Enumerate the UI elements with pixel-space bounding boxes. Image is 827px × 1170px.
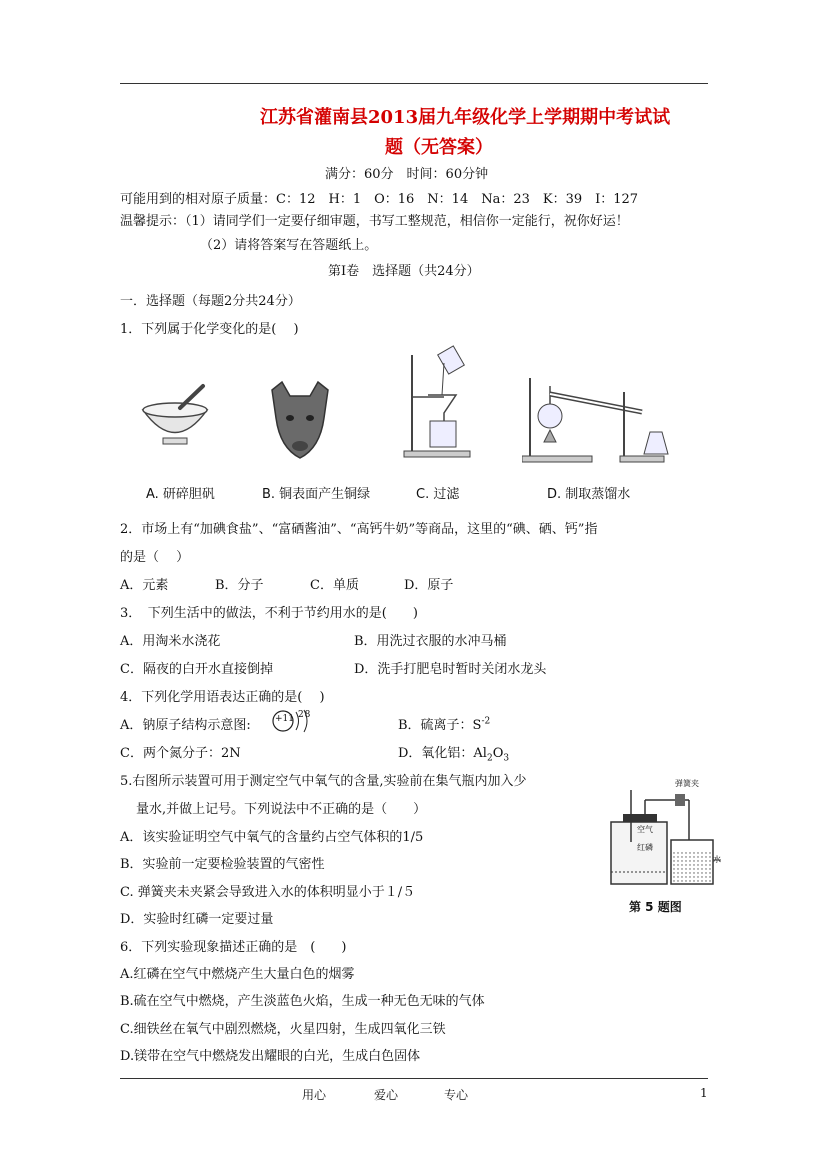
top-rule — [120, 83, 708, 84]
q6-option-c: C.细铁丝在氧气中剧烈燃烧，火星四射，生成四氧化三铁 — [120, 1022, 446, 1037]
q5-option-c: C. 弹簧夹未夹紧会导致进入水的体积明显小于１/５ — [120, 885, 416, 900]
q1-option-a: A. 研碎胆矾 — [146, 487, 215, 502]
q2-stem-line1: 2．市场上有“加碘食盐”、“富硒酱油”、“高钙牛奶”等商品，这里的“碘、硒、钙”指 — [120, 522, 598, 537]
q5-option-a: A．该实验证明空气中氧气的含量约占空气体积的1/5 — [120, 830, 424, 845]
q3-option-d: D．洗手打肥皂时暂时关闭水龙头 — [354, 662, 547, 677]
bottom-rule — [120, 1078, 708, 1079]
q2-option-a: A．元素 — [120, 578, 169, 593]
q3-option-a: A．用淘米水浇花 — [120, 634, 221, 649]
q6-option-d: D.镁带在空气中燃烧发出耀眼的白光，生成白色固体 — [120, 1049, 421, 1064]
q4-option-b-text: B．硫离子：S — [398, 718, 482, 733]
exam-meta: 满分：60分 时间：60分钟 — [325, 167, 489, 182]
q3-stem: 3． 下列生活中的做法，不利于节约用水的是( ) — [120, 606, 418, 621]
copper-head-figure — [262, 378, 338, 462]
q2-stem-line2: 的是（ ） — [120, 550, 190, 565]
part-heading: 一．选择题（每题2分共24分） — [120, 294, 301, 309]
oxygen-symbol: O — [492, 746, 504, 761]
q6-option-b: B.硫在空气中燃烧，产生淡蓝色火焰，生成一种无色无味的气体 — [120, 994, 485, 1009]
mortar-figure — [135, 380, 215, 460]
filtration-figure — [398, 345, 478, 460]
sodium-atom-diagram — [270, 708, 320, 734]
q2-option-c: C．单质 — [310, 578, 359, 593]
footer-text-a: 用心 — [302, 1088, 327, 1102]
q2-option-d: D．原子 — [404, 578, 454, 593]
q6-stem: 6．下列实验现象描述正确的是 ( ) — [120, 940, 347, 955]
water-label: 水 — [713, 855, 721, 864]
q1-option-b: B. 铜表面产生铜绿 — [262, 487, 371, 502]
q3-option-c: C．隔夜的白开水直接倒掉 — [120, 662, 273, 677]
title-line1: 江苏省灌南县2013届九年级化学上学期期中考试试 — [260, 107, 671, 128]
o-subscript: 3 — [503, 753, 510, 764]
q4-option-d — [398, 742, 509, 764]
tips-line2: （2）请将答案写在答题纸上。 — [200, 238, 378, 253]
q4-stem: 4．下列化学用语表达正确的是( ) — [120, 690, 325, 705]
q4-option-c: C．两个氮分子：2N — [120, 746, 241, 761]
page-number: 1 — [700, 1086, 708, 1100]
title-line2: 题（无答案） — [385, 137, 493, 158]
spring-clip-label: 弹簧夹 — [675, 779, 699, 788]
q5-stem-line2: 量水,并做上记号。下列说法中不正确的是（ ） — [136, 802, 427, 817]
nucleus-charge: +11 — [275, 714, 294, 724]
electron-shells: 2 8 — [298, 710, 310, 720]
q1-option-d: D. 制取蒸馏水 — [547, 487, 631, 502]
q6-option-a: A.红磷在空气中燃烧产生大量白色的烟雾 — [120, 967, 355, 982]
footer-text-c: 专心 — [444, 1088, 469, 1102]
al-subscript: 2 — [486, 753, 493, 764]
figure-caption: 第 5 题图 — [629, 900, 682, 914]
q4-option-d-text: D．氧化铝：Al — [398, 746, 487, 761]
section-heading: 第Ⅰ卷 选择题（共24分） — [328, 264, 480, 279]
q1-option-c: C. 过滤 — [416, 487, 460, 502]
atomic-mass: 可能用到的相对原子质量：C：12 H：1 O：16 N：14 Na：23 K：39 I：127 — [120, 192, 639, 207]
q5-option-d: D．实验时红磷一定要过量 — [120, 912, 274, 927]
q1-stem: 1．下列属于化学变化的是( ) — [120, 322, 299, 337]
q2-option-b: B．分子 — [215, 578, 264, 593]
q5-option-b: B．实验前一定要检验装置的气密性 — [120, 857, 325, 872]
oxygen-measure-apparatus — [605, 780, 725, 920]
distillation-figure — [522, 372, 682, 464]
air-label: 空气 — [637, 825, 653, 834]
red-phosphorus-label: 红磷 — [637, 843, 653, 852]
q4-option-b — [398, 714, 490, 733]
q3-option-b: B．用洗过衣服的水冲马桶 — [354, 634, 507, 649]
sulfur-ion-charge: -2 — [481, 716, 491, 727]
footer-text-b: 爱心 — [374, 1088, 399, 1102]
tips-line1: 温馨提示：（1）请同学们一定要仔细审题，书写工整规范，相信你一定能行，祝你好运！ — [120, 214, 629, 229]
q4-option-a: A．钠原子结构示意图: — [120, 718, 251, 733]
q5-stem-line1: 5.右图所示装置可用于测定空气中氧气的含量,实验前在集气瓶内加入少 — [120, 774, 527, 789]
